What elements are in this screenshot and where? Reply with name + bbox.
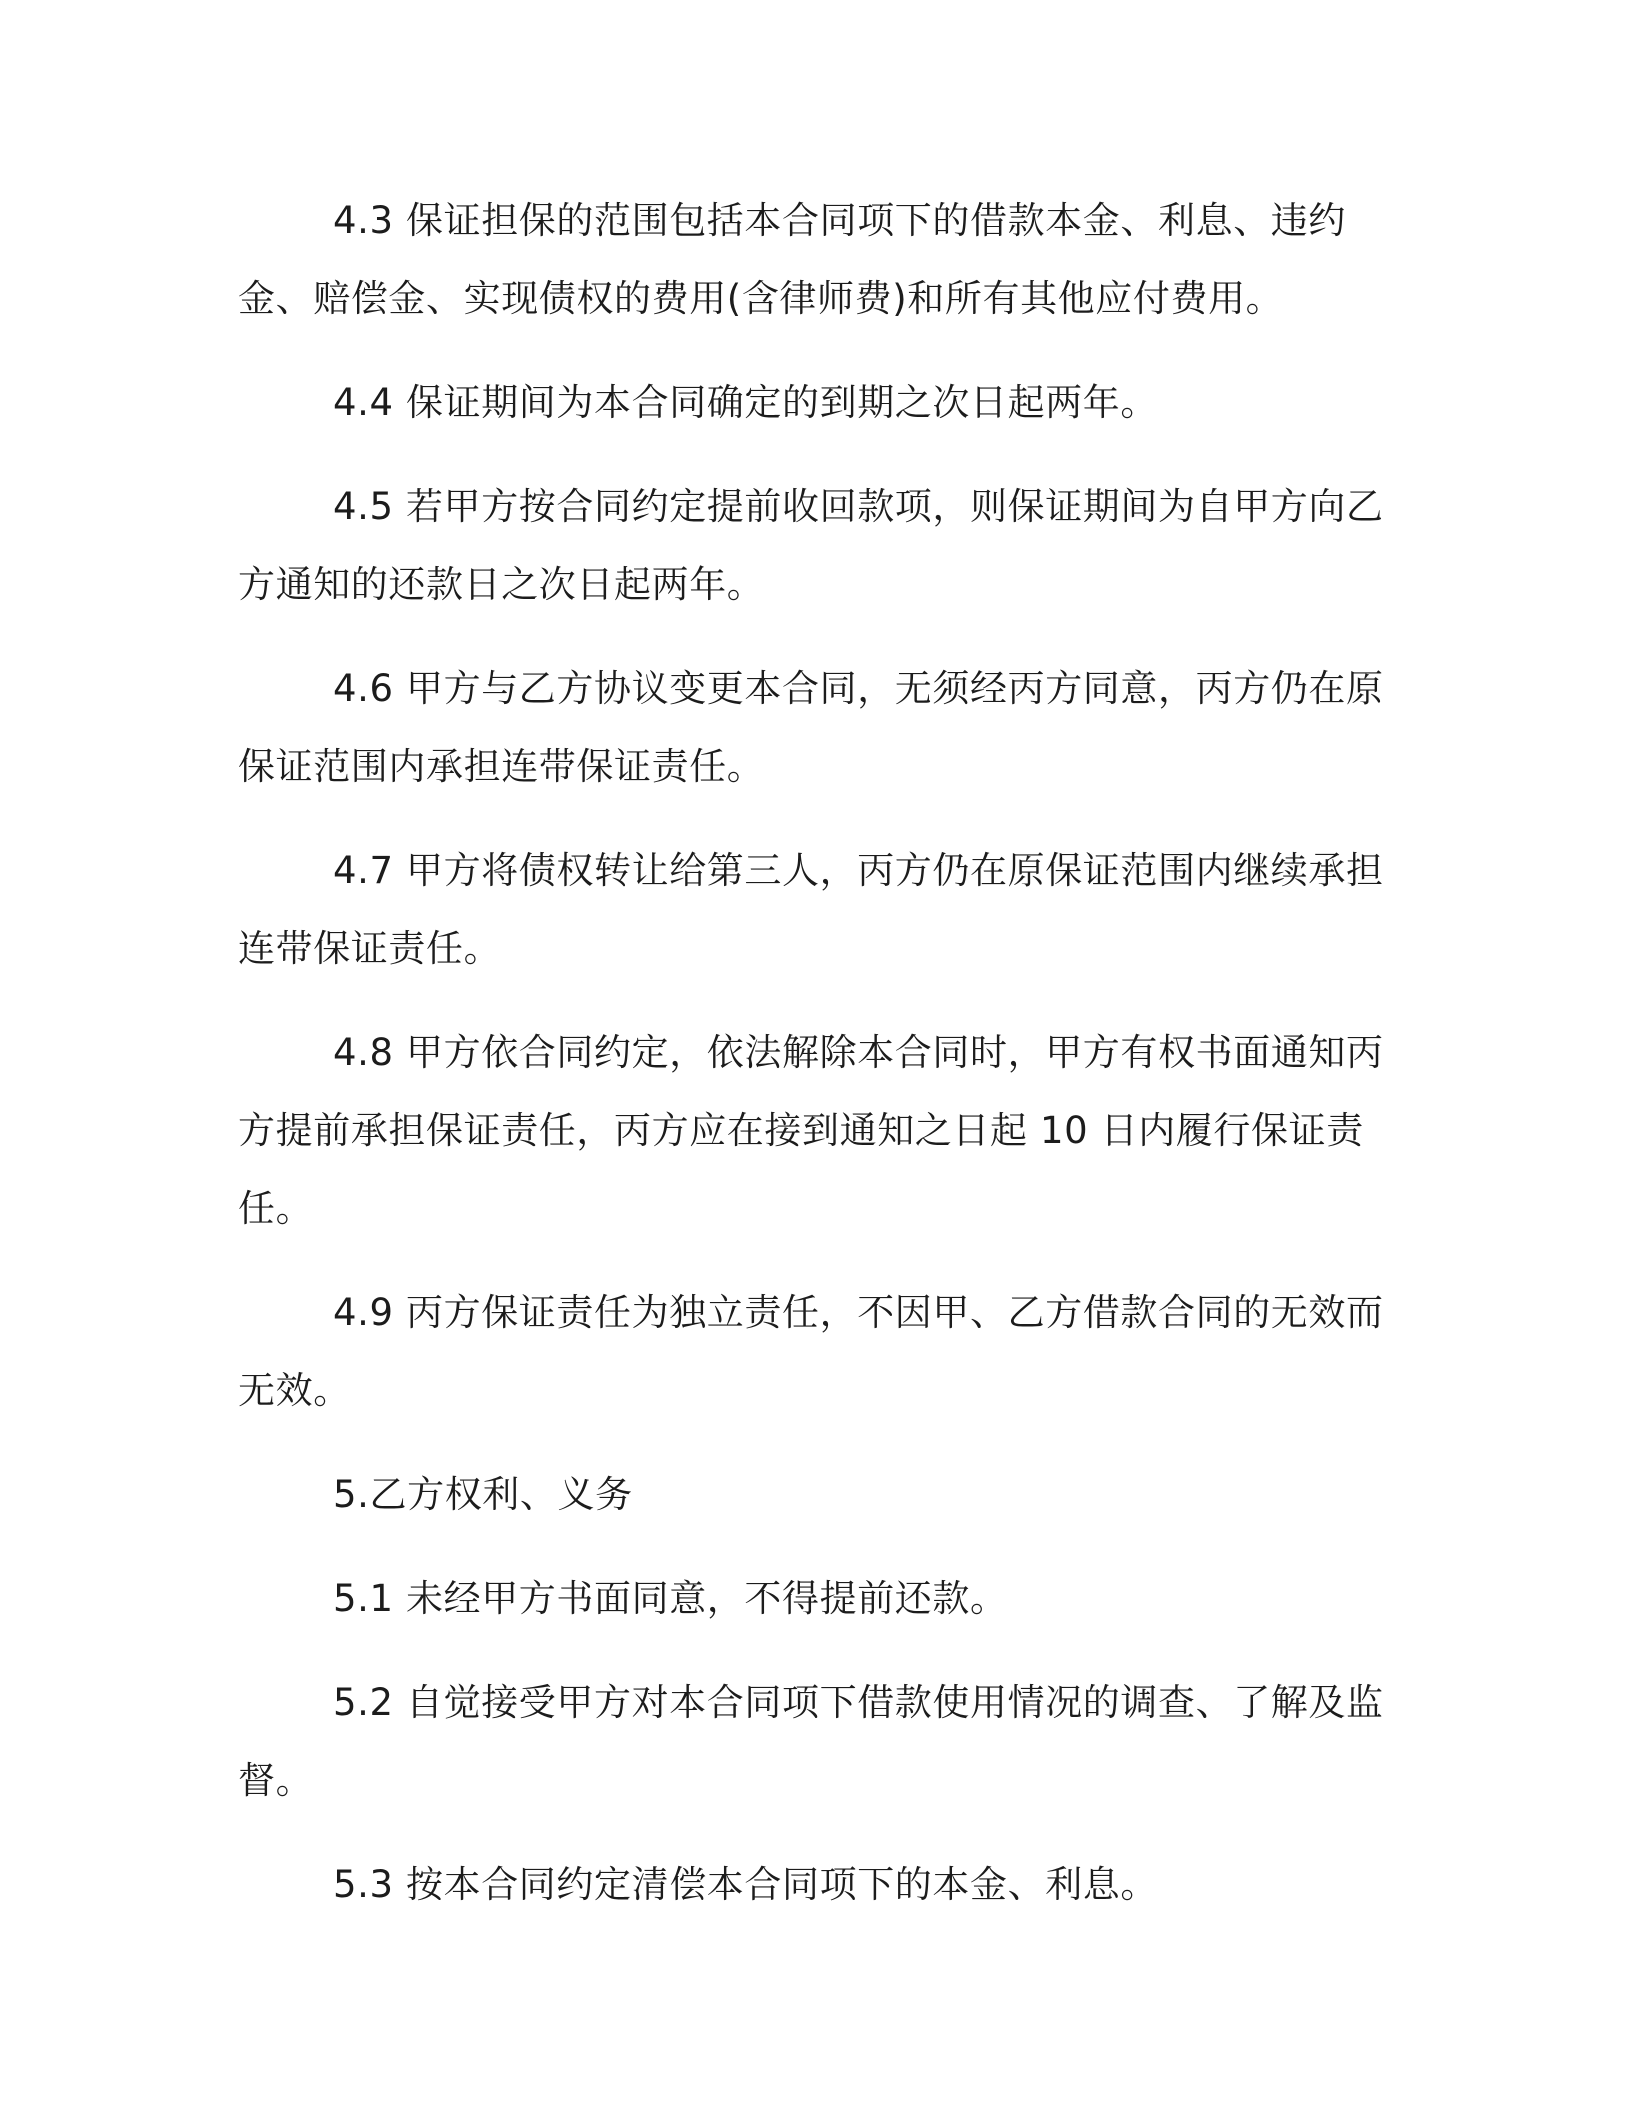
clause-5-2: 5.2 自觉接受甲方对本合同项下借款使用情况的调查、了解及监督。 bbox=[238, 1681, 1384, 1802]
clause-4-9: 4.9 丙方保证责任为独立责任，不因甲、乙方借款合同的无效而无效。 bbox=[238, 1291, 1384, 1412]
clause-5-1: 5.1 未经甲方书面同意，不得提前还款。 bbox=[333, 1577, 1008, 1620]
clause-4-5: 4.5 若甲方按合同约定提前收回款项，则保证期间为自甲方向乙方通知的还款日之次日起两年。 bbox=[238, 485, 1384, 606]
section-5-heading: 5.乙方权利、义务 bbox=[333, 1473, 633, 1516]
document-body bbox=[238, 182, 1408, 1950]
clause-4-4: 4.4 保证期间为本合同确定的到期之次日起两年。 bbox=[333, 381, 1159, 424]
clause-4-7: 4.7 甲方将债权转让给第三人，丙方仍在原保证范围内继续承担连带保证责任。 bbox=[238, 849, 1384, 970]
clause-4-8: 4.8 甲方依合同约定，依法解除本合同时，甲方有权书面通知丙方提前承担保证责任，丙方应在接到通知之日起 10 日内履行保证责任。 bbox=[238, 1031, 1384, 1230]
clause-5-3: 5.3 按本合同约定清偿本合同项下的本金、利息。 bbox=[333, 1863, 1159, 1906]
clause-4-3: 4.3 保证担保的范围包括本合同项下的借款本金、利息、违约金、赔偿金、实现债权的费用(含律师费)和所有其他应付费用。 bbox=[238, 199, 1347, 320]
clause-4-6: 4.6 甲方与乙方协议变更本合同，无须经丙方同意，丙方仍在原保证范围内承担连带保证责任。 bbox=[238, 667, 1384, 788]
